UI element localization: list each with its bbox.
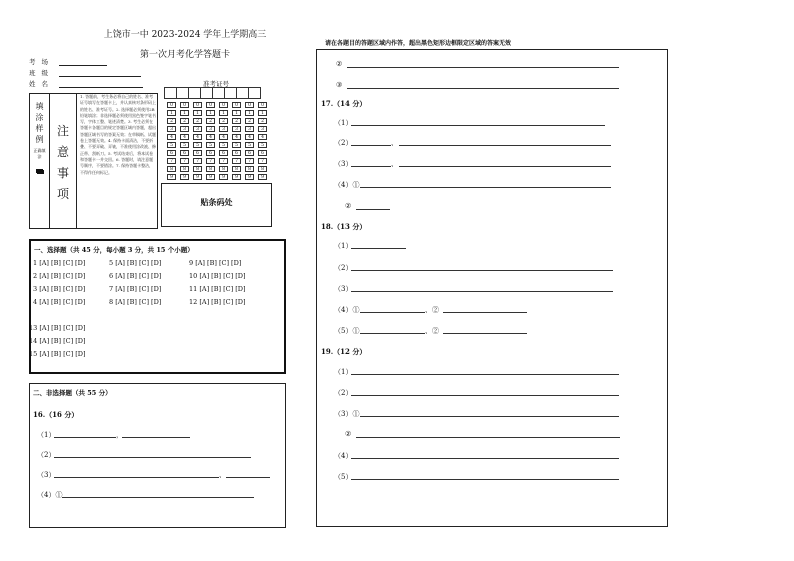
ticket-bubble[interactable]: 2: [219, 118, 228, 124]
q16-p1-label: （1）: [37, 431, 56, 439]
ticket-bubble[interactable]: 8: [258, 166, 267, 172]
ticket-bubble-row: [165, 166, 269, 174]
q17-p3-blank-b[interactable]: [399, 166, 611, 167]
ticket-bubble[interactable]: 2: [206, 118, 215, 124]
ticket-bubble[interactable]: 3: [219, 126, 228, 132]
ticket-bubble[interactable]: 4: [219, 134, 228, 140]
answer-area-right: [316, 49, 668, 527]
ticket-bubble[interactable]: 6: [167, 150, 176, 156]
school-title: 上饶市一中 2023-2024 学年上学期高三: [103, 30, 267, 40]
ticket-bubble-row: [165, 174, 269, 182]
q17-p4b-blank[interactable]: [356, 209, 390, 210]
ticket-title: 准考证号: [203, 80, 229, 88]
q19-p2-blank[interactable]: [351, 395, 619, 396]
mc-question-10[interactable]: 10 [A] [B] [C] [D]: [189, 272, 246, 280]
mc-question-9[interactable]: 9 [A] [B] [C] [D]: [189, 259, 242, 267]
ticket-bubble[interactable]: 9: [232, 174, 241, 180]
ticket-bubble[interactable]: 9: [167, 174, 176, 180]
answer-area-note: 请在各题目的答题区域内作答，超出黑色矩形边框限定区域的答案无效: [325, 40, 512, 47]
ticket-bubble[interactable]: 5: [219, 142, 228, 148]
ticket-bubble[interactable]: 0: [167, 102, 176, 108]
room-input-line[interactable]: [59, 58, 107, 66]
ticket-bubble[interactable]: 6: [206, 150, 215, 156]
fill-example-title: 填涂样例: [35, 102, 44, 144]
q19-p4-blank[interactable]: [351, 458, 619, 459]
notice-text: 1. 答题前，考生务必将自己的姓名、准考证号填写在答题卡上，并认真核对条形码上的姓名、准考证号。2. 选择题必须使用2B铅笔填涂；非选择题必须使用黑色签字笔书写，字体工整、笔迹清楚。3. 考生必须在答题卡各题目的规定答题区域内答题，超出答题区域书写的答案无效；在草稿纸、试题卷上答题无效。4. 保持卡面清洁，不要折叠、不要弄破、弄皱，不准使用涂改液、修正带、刮纸刀。5. 考试结束后，将本试卷和答题卡一并交回。6. 答题时，请注意题号顺序，不要错涂。7. 保持答题卡整洁，不得作任何标记。: [80, 94, 156, 175]
ticket-bubble-row: [165, 142, 269, 150]
ticket-bubble[interactable]: 2: [232, 118, 241, 124]
q18-p4-blank-b[interactable]: [443, 312, 527, 313]
ticket-bubble[interactable]: 9: [193, 174, 202, 180]
ticket-bubble[interactable]: 5: [245, 142, 254, 148]
ticket-bubble[interactable]: 3: [245, 126, 254, 132]
ticket-bubble[interactable]: 3: [206, 126, 215, 132]
multiple-choice-section: [29, 239, 286, 374]
q18-p3-blank[interactable]: [351, 291, 613, 292]
mc-question-6[interactable]: 6 [A] [B] [C] [D]: [109, 272, 162, 280]
q19-p1-blank[interactable]: [351, 374, 619, 375]
q18-p4-blank-a[interactable]: [360, 312, 425, 313]
ticket-bubble[interactable]: 7: [245, 158, 254, 164]
ticket-bubble[interactable]: 8: [245, 166, 254, 172]
q16-c2-label: ②: [336, 60, 343, 68]
ticket-number-boxes[interactable]: [164, 87, 260, 99]
ticket-bubble[interactable]: 6: [180, 150, 189, 156]
ticket-bubble-grid[interactable]: [165, 102, 269, 182]
ticket-bubble[interactable]: 4: [245, 134, 254, 140]
q18-p1-label: （1）: [334, 242, 353, 250]
q16-p2-blank[interactable]: [54, 457, 251, 458]
ticket-bubble[interactable]: 2: [167, 118, 176, 124]
ticket-bubble[interactable]: 4: [180, 134, 189, 140]
q16-c3-label: ③: [336, 81, 343, 89]
q18-p5-label: （5）①: [334, 327, 360, 335]
q16-p3-blank-b[interactable]: [226, 477, 270, 478]
ticket-bubble[interactable]: 8: [219, 166, 228, 172]
info-row-room: [29, 57, 107, 66]
ticket-bubble[interactable]: 0: [258, 102, 267, 108]
ticket-bubble[interactable]: 5: [180, 142, 189, 148]
mc-question-1[interactable]: 1 [A] [B] [C] [D]: [33, 259, 86, 267]
q17-p4-blank[interactable]: [360, 187, 611, 188]
ticket-bubble[interactable]: 9: [219, 174, 228, 180]
ticket-bubble-row: [165, 150, 269, 158]
ticket-bubble[interactable]: 8: [206, 166, 215, 172]
ticket-bubble[interactable]: 4: [167, 134, 176, 140]
info-row-class: [29, 68, 141, 77]
ticket-bubble[interactable]: 7: [232, 158, 241, 164]
ticket-bubble[interactable]: 0: [193, 102, 202, 108]
ticket-bubble[interactable]: 1: [245, 110, 254, 116]
q17-p4b-label: ②: [345, 202, 352, 210]
q16-p1-blank-b[interactable]: [122, 437, 190, 438]
ticket-bubble[interactable]: 6: [245, 150, 254, 156]
q18-head: 18.（13 分）: [321, 222, 367, 231]
ticket-bubble[interactable]: 5: [258, 142, 267, 148]
barcode-area: [161, 183, 272, 227]
ticket-bubble[interactable]: 4: [193, 134, 202, 140]
ticket-bubble[interactable]: 4: [258, 134, 267, 140]
q16-comma: ，: [116, 431, 123, 439]
mc-question-15[interactable]: 15 [A] [B] [C] [D]: [29, 350, 86, 358]
q16-head: 16.（16 分）: [33, 410, 79, 419]
ticket-bubble[interactable]: 8: [180, 166, 189, 172]
ticket-bubble[interactable]: 7: [167, 158, 176, 164]
mc-question-5[interactable]: 5 [A] [B] [C] [D]: [109, 259, 162, 267]
q18-p4b-label: 、②: [425, 306, 439, 314]
ticket-bubble[interactable]: 0: [180, 102, 189, 108]
q17-p3-blank-a[interactable]: [351, 166, 391, 167]
ticket-bubble-row: [165, 158, 269, 166]
ticket-bubble-row: [165, 134, 269, 142]
q16-dot: 、: [219, 471, 226, 479]
q16-c2-blank[interactable]: [347, 67, 619, 68]
ticket-bubble[interactable]: 7: [180, 158, 189, 164]
ticket-bubble[interactable]: 9: [206, 174, 215, 180]
ticket-bubble[interactable]: 8: [232, 166, 241, 172]
q19-p3-label: （3）①: [334, 410, 360, 418]
mc-question-7[interactable]: 7 [A] [B] [C] [D]: [109, 285, 162, 293]
ticket-bubble[interactable]: 7: [258, 158, 267, 164]
q19-head: 19.（12 分）: [321, 347, 367, 356]
q19-p3-blank[interactable]: [360, 416, 619, 417]
class-input-line[interactable]: [59, 69, 141, 77]
q17-p3-label: （3）: [334, 160, 353, 168]
mc-question-2[interactable]: 2 [A] [B] [C] [D]: [33, 272, 86, 280]
q16-p3-blank-a[interactable]: [54, 477, 219, 478]
ticket-bubble[interactable]: 1: [206, 110, 215, 116]
ticket-bubble[interactable]: 8: [193, 166, 202, 172]
ticket-bubble[interactable]: 3: [193, 126, 202, 132]
ticket-bubble[interactable]: 5: [167, 142, 176, 148]
q16-p2-label: （2）: [37, 451, 56, 459]
q17-p3-dot: 、: [391, 160, 398, 168]
q19-p1-label: （1）: [334, 368, 353, 376]
q17-p2-blank-b[interactable]: [399, 145, 611, 146]
ticket-bubble[interactable]: 7: [206, 158, 215, 164]
q17-p1-label: （1）: [334, 119, 353, 127]
ticket-bubble[interactable]: 5: [206, 142, 215, 148]
q19-p5-label: （5）: [334, 473, 353, 481]
q18-p5b-label: 、②: [425, 327, 439, 335]
ticket-bubble[interactable]: 2: [193, 118, 202, 124]
ticket-bubble[interactable]: 4: [206, 134, 215, 140]
q19-p3b-blank[interactable]: [356, 437, 620, 438]
ticket-bubble[interactable]: 6: [232, 150, 241, 156]
ticket-bubble[interactable]: 0: [232, 102, 241, 108]
info-label: 姓名: [29, 80, 54, 88]
ticket-bubble[interactable]: 2: [180, 118, 189, 124]
correct-fill-mark: [37, 170, 44, 174]
ticket-bubble[interactable]: 3: [180, 126, 189, 132]
q19-p2-label: （2）: [334, 389, 353, 397]
mc-question-4[interactable]: 4 [A] [B] [C] [D]: [33, 298, 86, 306]
q17-p2-label: （2）: [334, 139, 353, 147]
name-input-line[interactable]: [59, 80, 143, 88]
q17-p4-label: （4）①: [334, 181, 360, 189]
ticket-bubble[interactable]: 1: [167, 110, 176, 116]
q18-p2-label: （2）: [334, 264, 353, 272]
ticket-bubble[interactable]: 3: [258, 126, 267, 132]
mc-section-title: 一、选择题（共 45 分，每小题 3 分，共 15 个小题）: [34, 246, 194, 254]
ticket-bubble[interactable]: 0: [206, 102, 215, 108]
ticket-bubble[interactable]: 1: [219, 110, 228, 116]
q17-p2-dot: 、: [391, 139, 398, 147]
ticket-bubble[interactable]: 1: [193, 110, 202, 116]
info-row-name: [29, 79, 143, 88]
nc-section-title: 二、非选择题（共 55 分）: [33, 389, 112, 397]
ticket-bubble[interactable]: 0: [245, 102, 254, 108]
mc-question-12[interactable]: 12 [A] [B] [C] [D]: [189, 298, 246, 306]
barcode-label: 贴条码处: [200, 197, 233, 207]
q16-p4-blank[interactable]: [62, 497, 254, 498]
q18-p5-blank-b[interactable]: [443, 333, 527, 334]
ticket-bubble-row: [165, 110, 269, 118]
ticket-bubble[interactable]: 5: [232, 142, 241, 148]
q17-head: 17.（14 分）: [321, 99, 367, 108]
ticket-bubble[interactable]: 4: [232, 134, 241, 140]
ticket-bubble[interactable]: 3: [167, 126, 176, 132]
q18-p5-blank-a[interactable]: [360, 333, 425, 334]
mc-question-8[interactable]: 8 [A] [B] [C] [D]: [109, 298, 162, 306]
mc-question-3[interactable]: 3 [A] [B] [C] [D]: [33, 285, 86, 293]
ticket-bubble[interactable]: 8: [167, 166, 176, 172]
q16-c3-blank[interactable]: [347, 88, 619, 89]
fill-example-column: [29, 93, 50, 229]
q17-p2-blank-a[interactable]: [351, 145, 391, 146]
ticket-bubble[interactable]: 2: [245, 118, 254, 124]
info-label: 考场: [29, 58, 54, 66]
ticket-bubble[interactable]: 7: [193, 158, 202, 164]
q18-p1-blank[interactable]: [351, 248, 406, 249]
ticket-bubble[interactable]: 9: [258, 174, 267, 180]
ticket-bubble[interactable]: 6: [258, 150, 267, 156]
ticket-bubble[interactable]: 5: [193, 142, 202, 148]
ticket-bubble-row: [165, 118, 269, 126]
ticket-bubble[interactable]: 6: [193, 150, 202, 156]
mc-question-13[interactable]: 13 [A] [B] [C] [D]: [29, 324, 86, 332]
q18-p4-label: （4）①: [334, 306, 360, 314]
ticket-bubble[interactable]: 3: [232, 126, 241, 132]
ticket-bubble[interactable]: 7: [219, 158, 228, 164]
mc-question-11[interactable]: 11 [A] [B] [C] [D]: [189, 285, 246, 293]
correct-fill-label: 正确填涂: [33, 148, 46, 159]
ticket-bubble[interactable]: 2: [258, 118, 267, 124]
q16-p1-blank-a[interactable]: [54, 437, 116, 438]
q18-p2-blank[interactable]: [351, 270, 613, 271]
mc-question-14[interactable]: 14 [A] [B] [C] [D]: [29, 337, 86, 345]
notice-title: 注意事项: [56, 124, 69, 201]
notice-column: [50, 93, 77, 229]
non-choice-section: [29, 383, 286, 528]
q16-p4-label: （4）①: [37, 491, 63, 499]
q17-p1-blank[interactable]: [351, 125, 605, 126]
q16-p3-label: （3）: [37, 471, 56, 479]
ticket-bubble[interactable]: 0: [219, 102, 228, 108]
q18-p3-label: （3）: [334, 285, 353, 293]
q19-p5-blank[interactable]: [351, 479, 619, 480]
ticket-bubble[interactable]: 1: [180, 110, 189, 116]
q19-p3b-label: ②: [345, 430, 352, 438]
ticket-bubble[interactable]: 9: [180, 174, 189, 180]
ticket-bubble[interactable]: 9: [245, 174, 254, 180]
ticket-bubble-row: [165, 102, 269, 110]
ticket-bubble-row: [165, 126, 269, 134]
ticket-bubble[interactable]: 1: [232, 110, 241, 116]
ticket-digit-box[interactable]: [248, 87, 261, 99]
q19-p4-label: （4）: [334, 452, 353, 460]
ticket-bubble[interactable]: 1: [258, 110, 267, 116]
exam-title: 第一次月考化学答题卡: [139, 50, 230, 60]
ticket-bubble[interactable]: 6: [219, 150, 228, 156]
info-label: 班级: [29, 69, 54, 77]
